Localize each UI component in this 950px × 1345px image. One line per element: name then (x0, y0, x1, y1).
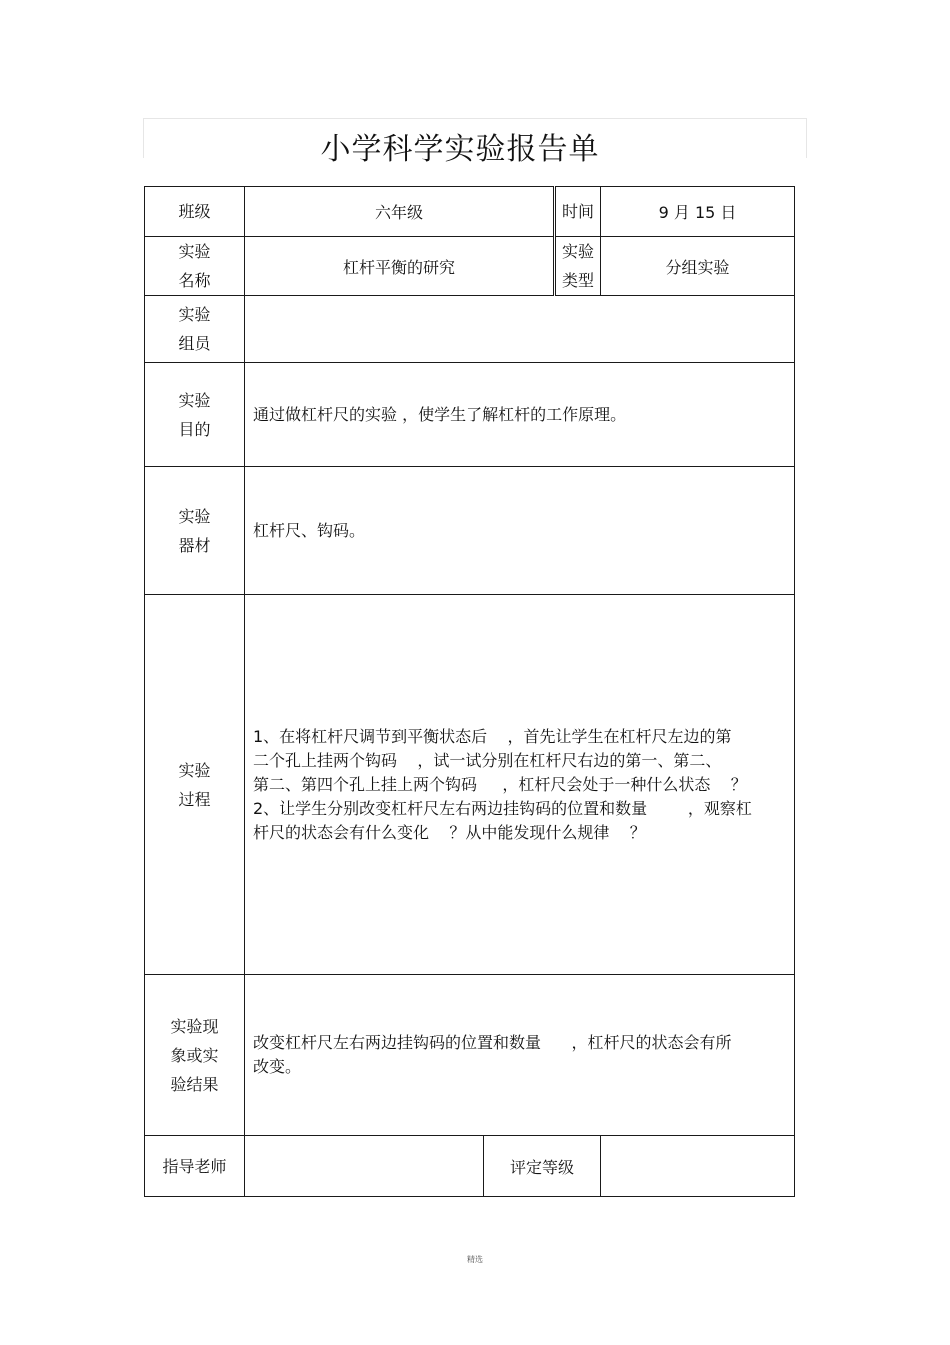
footer-note: 精选 (467, 1255, 483, 1264)
time-label: 时间 (555, 187, 601, 237)
class-value: 六年级 (245, 187, 555, 237)
materials-value: 杠杆尺、钩码。 (245, 467, 795, 595)
experiment-name-label (145, 237, 245, 296)
process-label-line1: 实验 (178, 760, 211, 780)
row-process (145, 595, 795, 975)
teacher-value (245, 1136, 484, 1197)
process-line: 杆尺的状态会有什么变化 ？从中能发现什么规律 ？ (253, 822, 646, 842)
experiment-name-value: 杠杆平衡的研究 (245, 237, 555, 296)
result-label (145, 975, 245, 1136)
members-label-line2: 组员 (178, 334, 211, 353)
process-line: 1、在将杠杆尺调节到平衡状态后 ，首先让学生在杠杆尺左边的第 (253, 726, 732, 746)
process-value (245, 595, 795, 975)
page-title: 小学科学实验报告单 (320, 132, 600, 167)
result-label-line1: 实验现 (170, 1016, 219, 1036)
result-line: 改变杠杆尺左右两边挂钩码的位置和数量 ，杠杆尺的状态会有所 (253, 1033, 732, 1052)
members-value (245, 296, 795, 363)
row-result (145, 975, 795, 1136)
row-class (145, 187, 795, 237)
result-value (245, 975, 795, 1136)
result-line: 改变。 (253, 1057, 302, 1076)
time-value: 9 月 15 日 (601, 187, 795, 237)
result-label-line2: 象或实 (170, 1045, 219, 1065)
experiment-type-label-line1: 实验 (561, 242, 594, 261)
report-table (144, 186, 795, 1197)
members-label-line1: 实验 (178, 305, 211, 324)
teacher-label: 指导老师 (145, 1136, 245, 1197)
process-label-line2: 过程 (178, 789, 211, 809)
process-line: 二个孔上挂两个钩码 ，试一试分别在杠杆尺右边的第一、第二、 (253, 750, 722, 770)
experiment-name-label-line2: 名称 (178, 271, 211, 290)
purpose-value: 通过做杠杆尺的实验 ，使学生了解杠杆的工作原理。 (245, 363, 795, 467)
row-purpose (145, 363, 795, 467)
materials-label (145, 467, 245, 595)
row-name (145, 237, 795, 296)
row-teacher (145, 1136, 795, 1197)
result-label-line3: 验结果 (170, 1074, 219, 1094)
row-members (145, 296, 795, 363)
materials-label-line2: 器材 (178, 535, 211, 555)
materials-label-line1: 实验 (178, 506, 211, 526)
grade-label: 评定等级 (484, 1136, 601, 1197)
experiment-type-value: 分组实验 (601, 237, 795, 296)
members-label (145, 296, 245, 363)
purpose-label-line1: 实验 (178, 390, 211, 410)
process-line: 2、让学生分别改变杠杆尺左右两边挂钩码的位置和数量 ，观察杠 (253, 798, 752, 818)
experiment-type-label-line2: 类型 (561, 271, 594, 290)
class-label: 班级 (145, 187, 245, 237)
purpose-label (145, 363, 245, 467)
experiment-name-label-line1: 实验 (178, 242, 211, 261)
process-label (145, 595, 245, 975)
process-line: 第二、第四个孔上挂上两个钩码 ，杠杆尺会处于一种什么状态 ？ (253, 774, 747, 794)
purpose-label-line2: 目的 (178, 419, 211, 439)
experiment-type-label (555, 237, 601, 296)
grade-value (601, 1136, 795, 1197)
row-materials (145, 467, 795, 595)
